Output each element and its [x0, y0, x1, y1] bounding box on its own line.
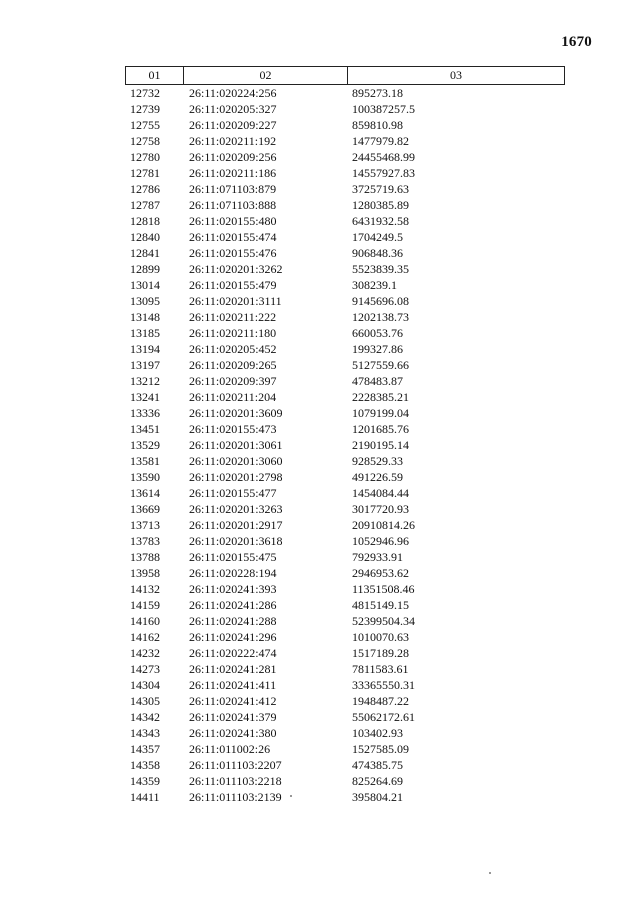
cadastral-number: 26:11:020241:411 — [189, 678, 277, 692]
cadastral-number: 26:11:020209:227 — [189, 118, 277, 132]
cadastral-value: 52399504.34 — [352, 614, 415, 628]
table-row — [125, 389, 565, 405]
cadastral-number: 26:11:071103:888 — [189, 198, 277, 212]
row-number: 13614 — [130, 486, 160, 500]
cadastral-number: 26:11:020241:281 — [189, 662, 277, 676]
table-row — [125, 517, 565, 533]
row-number: 14411 — [130, 790, 160, 804]
cadastral-number: 26:11:020201:3263 — [189, 502, 283, 516]
row-number: 12841 — [130, 246, 160, 260]
row-number: 14342 — [130, 710, 160, 724]
row-number: 12781 — [130, 166, 160, 180]
cadastral-value: 1704249.5 — [352, 230, 403, 244]
cadastral-number: 26:11:020241:296 — [189, 630, 277, 644]
row-number: 13185 — [130, 326, 160, 340]
cadastral-value: 24455468.99 — [352, 150, 415, 164]
cadastral-value: 33365550.31 — [352, 678, 415, 692]
table-row — [125, 677, 565, 693]
cadastral-value: 14557927.83 — [352, 166, 415, 180]
cadastral-number: 26:11:071103:879 — [189, 182, 277, 196]
cadastral-value: 5127559.66 — [352, 358, 409, 372]
row-number: 14358 — [130, 758, 160, 772]
cadastral-value: 1052946.96 — [352, 534, 409, 548]
table-row — [125, 661, 565, 677]
cadastral-value: 491226.59 — [352, 470, 403, 484]
table-row — [125, 693, 565, 709]
cadastral-number: 26:11:020241:380 — [189, 726, 277, 740]
table-row — [125, 773, 565, 789]
row-number: 14304 — [130, 678, 160, 692]
cadastral-number: 26:11:020155:480 — [189, 214, 277, 228]
cadastral-value-table — [125, 66, 565, 805]
cadastral-value: 3017720.93 — [352, 502, 409, 516]
cadastral-value: 1454084.44 — [352, 486, 409, 500]
row-number: 12787 — [130, 198, 160, 212]
cadastral-number: 26:11:020155:474 — [189, 230, 277, 244]
cadastral-value: 11351508.46 — [352, 582, 415, 596]
table-row — [125, 357, 565, 373]
cadastral-value: 6431932.58 — [352, 214, 409, 228]
cadastral-number: 26:11:020205:327 — [189, 102, 277, 116]
table-row — [125, 373, 565, 389]
table-row — [125, 565, 565, 581]
cadastral-value: 906848.36 — [352, 246, 403, 260]
cadastral-number: 26:11:020241:412 — [189, 694, 277, 708]
cadastral-number: 26:11:020155:479 — [189, 278, 277, 292]
cadastral-number: 26:11:011103:2139 — [189, 790, 282, 804]
table-row — [125, 629, 565, 645]
table-row — [125, 469, 565, 485]
cadastral-number: 26:11:020201:3061 — [189, 438, 283, 452]
row-number: 14273 — [130, 662, 160, 676]
cadastral-number: 26:11:011103:2207 — [189, 758, 282, 772]
row-number: 13958 — [130, 566, 160, 580]
row-number: 14343 — [130, 726, 160, 740]
table-body — [125, 85, 565, 805]
table-row — [125, 757, 565, 773]
table-row — [125, 309, 565, 325]
row-number: 13197 — [130, 358, 160, 372]
cadastral-number: 26:11:020155:473 — [189, 422, 277, 436]
cadastral-number: 26:11:020211:186 — [189, 166, 277, 180]
row-number: 13529 — [130, 438, 160, 452]
cadastral-value: 100387257.5 — [352, 102, 415, 116]
row-number: 13783 — [130, 534, 160, 548]
cadastral-number: 26:11:020228:194 — [189, 566, 277, 580]
table-row — [125, 181, 565, 197]
cadastral-value: 859810.98 — [352, 118, 403, 132]
cadastral-value: 7811583.61 — [352, 662, 409, 676]
row-number: 12818 — [130, 214, 160, 228]
table-row — [125, 341, 565, 357]
table-row — [125, 533, 565, 549]
row-number: 13014 — [130, 278, 160, 292]
row-number: 13590 — [130, 470, 160, 484]
row-number: 12780 — [130, 150, 160, 164]
cadastral-number: 26:11:020201:2798 — [189, 470, 283, 484]
cadastral-number: 26:11:020209:256 — [189, 150, 277, 164]
cadastral-value: 1280385.89 — [352, 198, 409, 212]
cadastral-value: 825264.69 — [352, 774, 403, 788]
cadastral-number: 26:11:020201:3618 — [189, 534, 283, 548]
table-row — [125, 165, 565, 181]
cadastral-number: 26:11:020201:2917 — [189, 518, 283, 532]
cadastral-number: 26:11:020211:192 — [189, 134, 277, 148]
row-number: 14232 — [130, 646, 160, 660]
row-number: 13336 — [130, 406, 160, 420]
table-row — [125, 741, 565, 757]
table-row — [125, 501, 565, 517]
cadastral-value: 9145696.08 — [352, 294, 409, 308]
cadastral-value: 928529.33 — [352, 454, 403, 468]
cadastral-number: 26:11:020209:265 — [189, 358, 277, 372]
row-number: 12786 — [130, 182, 160, 196]
cadastral-value: 20910814.26 — [352, 518, 415, 532]
cadastral-value: 4815149.15 — [352, 598, 409, 612]
table-row — [125, 645, 565, 661]
table-row — [125, 213, 565, 229]
cadastral-value: 1477979.82 — [352, 134, 409, 148]
cadastral-number: 26:11:020201:3262 — [189, 262, 283, 276]
cadastral-value: 1079199.04 — [352, 406, 409, 420]
row-number: 12732 — [130, 86, 160, 100]
row-number: 13095 — [130, 294, 160, 308]
cadastral-number: 26:11:011002:26 — [189, 742, 271, 756]
row-number: 14359 — [130, 774, 160, 788]
cadastral-value: 3725719.63 — [352, 182, 409, 196]
row-number: 12899 — [130, 262, 160, 276]
cadastral-value: 895273.18 — [352, 86, 403, 100]
table-row — [125, 245, 565, 261]
cadastral-number: 26:11:011103:2218 — [189, 774, 282, 788]
row-number: 13212 — [130, 374, 160, 388]
table-row — [125, 405, 565, 421]
cadastral-value: 5523839.35 — [352, 262, 409, 276]
row-number: 14305 — [130, 694, 160, 708]
cadastral-value: 1202138.73 — [352, 310, 409, 324]
row-number: 13669 — [130, 502, 160, 516]
table-row — [125, 101, 565, 117]
table-row — [125, 261, 565, 277]
header-col-02: 02 — [183, 67, 347, 84]
cadastral-number: 26:11:020155:475 — [189, 550, 277, 564]
cadastral-number: 26:11:020205:452 — [189, 342, 277, 356]
cadastral-value: 2228385.21 — [352, 390, 409, 404]
cadastral-value: 199327.86 — [352, 342, 403, 356]
cadastral-value: 2190195.14 — [352, 438, 409, 452]
table-row — [125, 549, 565, 565]
scan-speck — [290, 795, 292, 797]
table-row — [125, 421, 565, 437]
cadastral-value: 1527585.09 — [352, 742, 409, 756]
cadastral-value: 660053.76 — [352, 326, 403, 340]
cadastral-value: 2946953.62 — [352, 566, 409, 580]
row-number: 14160 — [130, 614, 160, 628]
table-row — [125, 597, 565, 613]
cadastral-value: 1948487.22 — [352, 694, 409, 708]
row-number: 13451 — [130, 422, 160, 436]
header-col-01: 01 — [148, 68, 161, 82]
row-number: 12758 — [130, 134, 160, 148]
cadastral-number: 26:11:020201:3060 — [189, 454, 283, 468]
row-number: 13713 — [130, 518, 160, 532]
row-number: 12755 — [130, 118, 160, 132]
table-row — [125, 709, 565, 725]
table-row — [125, 117, 565, 133]
cadastral-number: 26:11:020241:393 — [189, 582, 277, 596]
page-number: 1670 — [561, 34, 592, 50]
row-number: 14357 — [130, 742, 160, 756]
table-row — [125, 197, 565, 213]
header-col-03: 03 — [347, 67, 564, 84]
cadastral-value: 792933.91 — [352, 550, 403, 564]
cadastral-number: 26:11:020211:204 — [189, 390, 277, 404]
cadastral-value: 1201685.76 — [352, 422, 409, 436]
row-number: 13148 — [130, 310, 160, 324]
cadastral-number: 26:11:020201:3609 — [189, 406, 283, 420]
table-row — [125, 149, 565, 165]
row-number: 13581 — [130, 454, 160, 468]
cadastral-number: 26:11:020241:286 — [189, 598, 277, 612]
cadastral-value: 474385.75 — [352, 758, 403, 772]
table-row — [125, 133, 565, 149]
cadastral-value: 103402.93 — [352, 726, 403, 740]
table-row — [125, 485, 565, 501]
row-number: 14132 — [130, 582, 160, 596]
cadastral-value: 55062172.61 — [352, 710, 415, 724]
row-number: 13194 — [130, 342, 160, 356]
row-number: 12739 — [130, 102, 160, 116]
cadastral-number: 26:11:020155:476 — [189, 246, 277, 260]
scan-speck — [489, 872, 491, 874]
table-row — [125, 85, 565, 101]
row-number: 14162 — [130, 630, 160, 644]
table-row — [125, 229, 565, 245]
table-row — [125, 437, 565, 453]
row-number: 13241 — [130, 390, 160, 404]
row-number: 12840 — [130, 230, 160, 244]
cadastral-number: 26:11:020155:477 — [189, 486, 277, 500]
cadastral-number: 26:11:020224:256 — [189, 86, 277, 100]
cadastral-value: 1517189.28 — [352, 646, 409, 660]
cadastral-number: 26:11:020201:3111 — [189, 294, 282, 308]
cadastral-number: 26:11:020211:222 — [189, 310, 277, 324]
table-row — [125, 325, 565, 341]
table-row — [125, 613, 565, 629]
cadastral-number: 26:11:020222:474 — [189, 646, 277, 660]
table-row — [125, 453, 565, 469]
table-row — [125, 789, 565, 805]
table-row — [125, 581, 565, 597]
cadastral-number: 26:11:020209:397 — [189, 374, 277, 388]
table-header — [125, 66, 565, 85]
cadastral-value: 308239.1 — [352, 278, 397, 292]
table-row — [125, 293, 565, 309]
cadastral-value: 1010070.63 — [352, 630, 409, 644]
cadastral-number: 26:11:020241:379 — [189, 710, 277, 724]
cadastral-value: 395804.21 — [352, 790, 403, 804]
table-row — [125, 725, 565, 741]
row-number: 13788 — [130, 550, 160, 564]
cadastral-number: 26:11:020241:288 — [189, 614, 277, 628]
row-number: 14159 — [130, 598, 160, 612]
table-row — [125, 277, 565, 293]
cadastral-value: 478483.87 — [352, 374, 403, 388]
cadastral-number: 26:11:020211:180 — [189, 326, 277, 340]
